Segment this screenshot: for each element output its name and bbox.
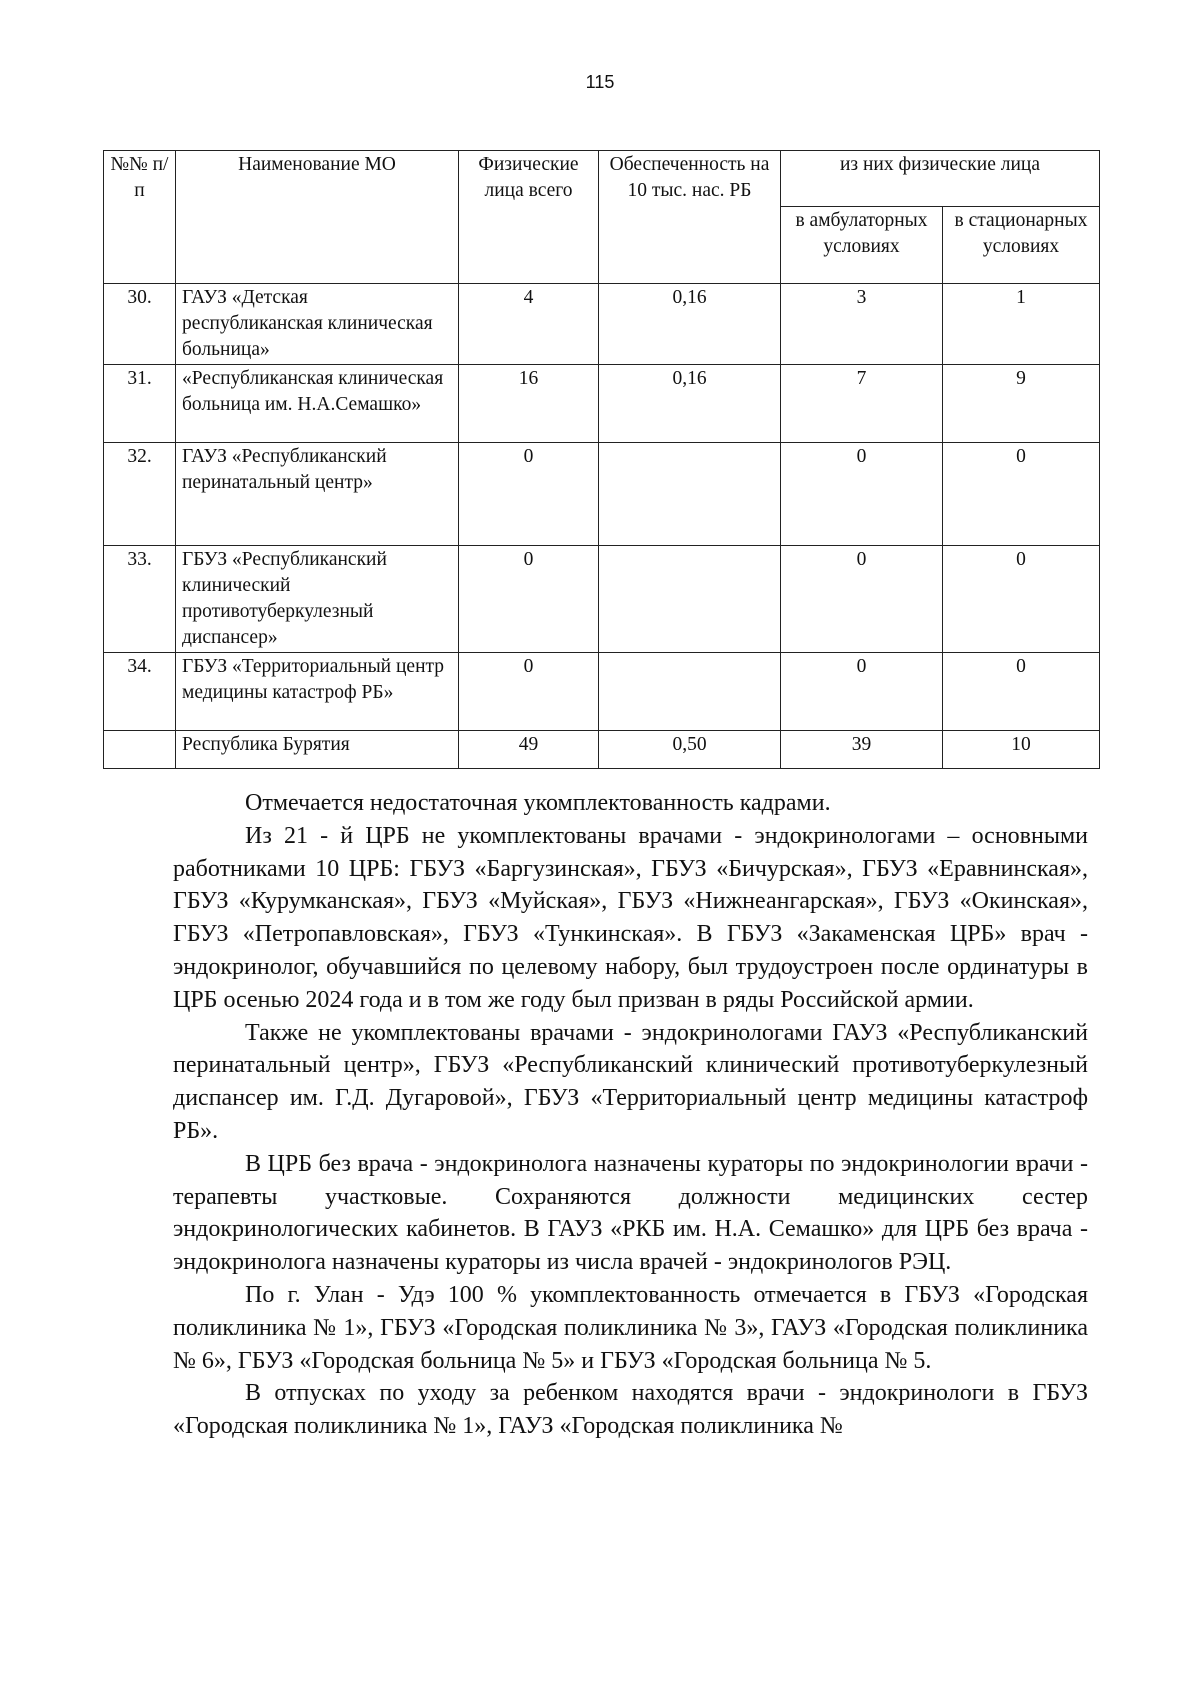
- row-inpatient: 9: [943, 365, 1100, 443]
- total-row: [104, 731, 1100, 769]
- paragraph: В ЦРБ без врача - эндокринолога назначены кураторы по эндокринологии врачи - терапевты участковые. Сохраняются должности медицинских сестер эндокринологических кабинетов. В ГАУЗ «РКБ им. Н.А. Семашко» для ЦРБ без врача - эндокринолога назначены кураторы из числа врачей - эндокринологов РЭЦ.: [173, 1150, 1088, 1276]
- row-num: 32.: [104, 443, 176, 546]
- page-number: 115: [585, 72, 615, 92]
- header-of-them: из них физические лица: [781, 151, 1100, 207]
- row-provision: 0,16: [599, 284, 781, 365]
- header-provision: Обеспеченность на 10 тыс. нас. РБ: [599, 151, 781, 284]
- total-provision: 0,50: [599, 731, 781, 769]
- row-total: 16: [459, 365, 599, 443]
- row-num: 31.: [104, 365, 176, 443]
- paragraph: В отпусках по уходу за ребенком находятся врачи - эндокринологи в ГБУЗ «Городская поликлиника № 1», ГАУЗ «Городская поликлиника №: [173, 1380, 1088, 1440]
- row-inpatient: 0: [943, 653, 1100, 731]
- row-inpatient: 1: [943, 284, 1100, 365]
- paragraph: Также не укомплектованы врачами - эндокринологами ГАУЗ «Республиканский перинатальный центр», ГБУЗ «Республиканский клинический противотуберкулезный диспансер им. Г.Д. Дугаровой», ГБУЗ «Территориальный центр медицины катастроф РБ».: [173, 1019, 1088, 1144]
- body-text: [173, 787, 1088, 1443]
- row-provision: 0,16: [599, 365, 781, 443]
- row-outpatient: 7: [781, 365, 943, 443]
- row-outpatient: 3: [781, 284, 943, 365]
- paragraph: Отмечается недостаточная укомплектованность кадрами.: [245, 790, 831, 816]
- table-row: [104, 546, 1100, 653]
- table-row: [104, 653, 1100, 731]
- row-total: 4: [459, 284, 599, 365]
- row-total: 0: [459, 443, 599, 546]
- table-row: [104, 284, 1100, 365]
- header-name: Наименование МО: [176, 151, 459, 284]
- row-name: «Республиканская клиническая больница им. Н.А.Семашко»: [176, 365, 459, 443]
- row-num: 33.: [104, 546, 176, 653]
- header-num: №№ п/п: [104, 151, 176, 284]
- paragraph: По г. Улан - Удэ 100 % укомплектованность отмечается в ГБУЗ «Городская поликлиника № 1», ГБУЗ «Городская поликлиника № 3», ГАУЗ «Городская поликлиника № 6», ГБУЗ «Городская больница № 5» и ГБУЗ «Городская больница № 5.: [173, 1281, 1088, 1374]
- header-inpatient: в стационарных условиях: [943, 207, 1100, 284]
- total-outpatient: 39: [781, 731, 943, 769]
- row-outpatient: 0: [781, 546, 943, 653]
- row-inpatient: 0: [943, 443, 1100, 546]
- row-total: 0: [459, 546, 599, 653]
- row-outpatient: 0: [781, 443, 943, 546]
- row-name: ГБУЗ «Республиканский клинический противотуберкулезный диспансер»: [176, 546, 459, 653]
- total-inpatient: 10: [943, 731, 1100, 769]
- row-name: ГАУЗ «Республиканский перинатальный центр»: [176, 443, 459, 546]
- staffing-table: [103, 150, 1100, 769]
- row-num: 30.: [104, 284, 176, 365]
- header-physical-total: Физические лица всего: [459, 151, 599, 284]
- table-row: [104, 443, 1100, 546]
- row-outpatient: 0: [781, 653, 943, 731]
- total-physical: 49: [459, 731, 599, 769]
- row-inpatient: 0: [943, 546, 1100, 653]
- row-provision: [599, 653, 781, 731]
- total-num: [104, 731, 176, 769]
- row-name: ГБУЗ «Территориальный центр медицины катастроф РБ»: [176, 653, 459, 731]
- header-outpatient: в амбулаторных условиях: [781, 207, 943, 284]
- total-name: Республика Бурятия: [176, 731, 459, 769]
- row-provision: [599, 546, 781, 653]
- table-row: [104, 365, 1100, 443]
- paragraph: Из 21 - й ЦРБ не укомплектованы врачами - эндокринологами – основными работниками 10 ЦРБ: ГБУЗ «Баргузинская», ГБУЗ «Бичурская», ГБУЗ «Еравнинская», ГБУЗ «Курумканская», ГБУЗ «Муйская», ГБУЗ «Нижнеангарская», ГБУЗ «Окинская», ГБУЗ «Петропавловская», ГБУЗ «Тункинская». В ГБУЗ «Закаменская ЦРБ» врач - эндокринолог, обучавшийся по целевому набору, был трудоустроен после ординатуры в ЦРБ осенью 2024 года и в том же году был призван в ряды Российской армии.: [173, 822, 1088, 1013]
- row-provision: [599, 443, 781, 546]
- row-total: 0: [459, 653, 599, 731]
- row-num: 34.: [104, 653, 176, 731]
- row-name: ГАУЗ «Детская республиканская клиническая больница»: [176, 284, 459, 365]
